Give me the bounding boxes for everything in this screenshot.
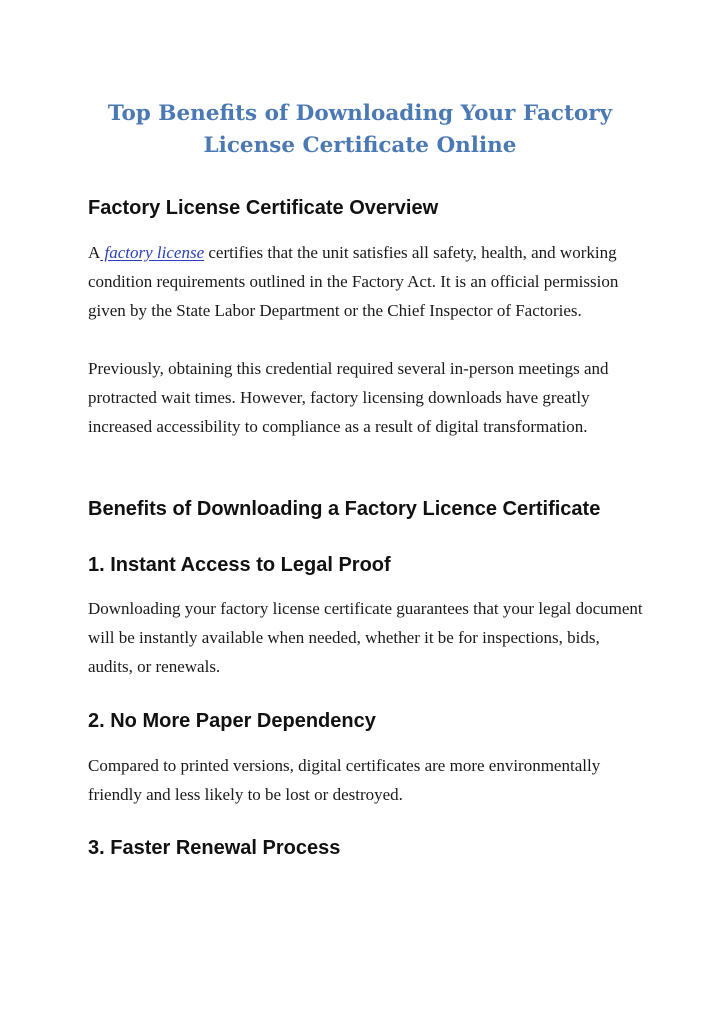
benefit-1-text: Downloading your factory license certificate guarantees that your legal document will be instantly available when needed, whether it be for inspections, bids, audits, or renewals.	[88, 599, 643, 676]
overview-heading: Factory License Certificate Overview	[88, 197, 439, 219]
benefit-2-heading: 2. No More Paper Dependency	[88, 710, 376, 732]
benefit-2-text: Compared to printed versions, digital certificates are more environmentally friendly and less likely to be lost or destroyed.	[88, 756, 601, 804]
overview-p1-rest: certifies that the unit satisfies all safety, health, and working condition requirements outlined in the Factory Act. It is an official permission given by the State Labor Department or the Chief Inspector of Factories.	[88, 243, 619, 320]
benefit-3-heading: 3. Faster Renewal Process	[88, 837, 341, 859]
benefits-heading: Benefits of Downloading a Factory Licence Certificate	[88, 498, 601, 520]
overview-p1-prefix: A	[88, 243, 101, 262]
document-title: Top Benefits of Downloading Your Factory License Certificate Online	[107, 101, 613, 158]
overview-paragraph-2: Previously, obtaining this credential required several in-person meetings and protracted wait times. However, factory licensing downloads have greatly increased accessibility to compliance as a result of digital transformation.	[88, 359, 609, 436]
benefit-1-heading: 1. Instant Access to Legal Proof	[88, 554, 391, 576]
factory-license-link[interactable]: factory license	[100, 243, 205, 262]
overview-paragraph-1	[88, 238, 644, 325]
